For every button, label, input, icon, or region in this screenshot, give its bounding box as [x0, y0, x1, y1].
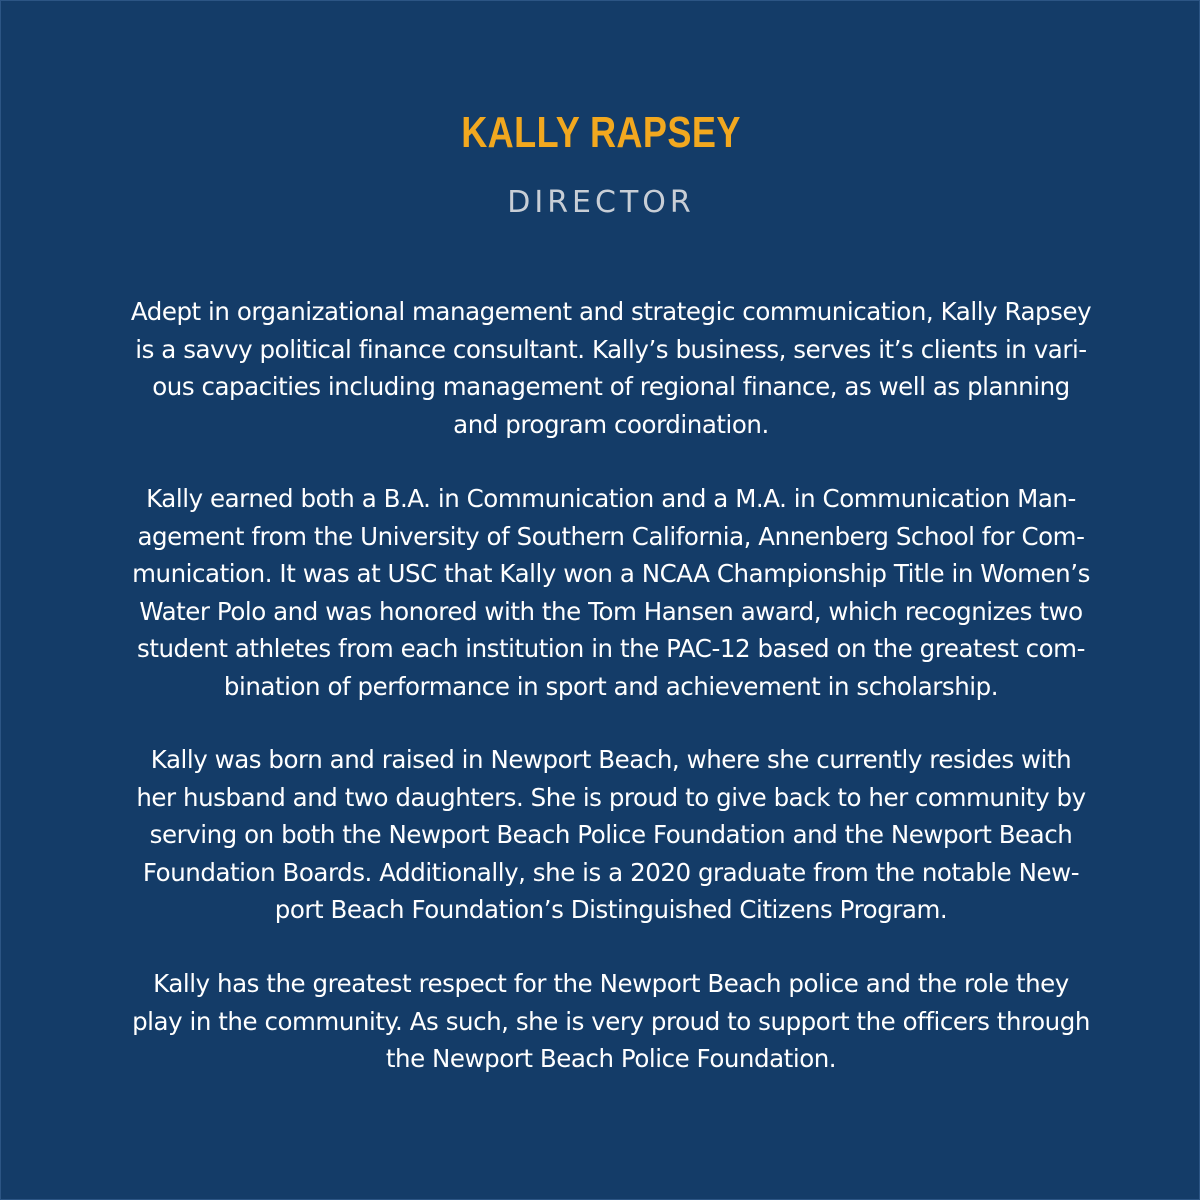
bio-line: munication. It was at USC that Kally won a NCAA Championship Title in Women’s: [132, 559, 1090, 588]
bio-line: the Newport Beach Police Foundation.: [385, 1044, 837, 1073]
bio-line: her husband and two daughters. She is proud to give back to her community by: [136, 782, 1086, 812]
bio-line: Kally has the greatest respect for the Newport Beach police and the role they: [153, 969, 1069, 998]
bio-paragraph: [96, 293, 1126, 443]
bio-line: Foundation Boards. Additionally, she is a 2020 graduate from the notable New-: [142, 857, 1080, 887]
bio-line: Adept in organizational management and strategic communication, Kally Rapsey: [130, 297, 1092, 326]
bio-paragraph: [96, 965, 1126, 1078]
bio-paragraph: [96, 741, 1126, 929]
bio-line: serving on both the Newport Beach Police Foundation and the Newport Beach: [149, 820, 1073, 849]
bio-paragraph: [96, 480, 1126, 705]
bio-line: port Beach Foundation’s Distinguished Citizens Program.: [274, 895, 948, 924]
bio-line: Kally earned both a B.A. in Communication and a M.A. in Communication Man-: [146, 484, 1076, 513]
bio-line: Water Polo and was honored with the Tom Hansen award, which recognizes two: [139, 596, 1083, 626]
bio-line: ous capacities including management of regional finance, as well as planning: [152, 372, 1070, 401]
person-role: DIRECTOR: [507, 185, 695, 220]
bio-line: and program coordination.: [453, 409, 769, 439]
bio-line: bination of performance in sport and achievement in scholarship.: [223, 671, 999, 701]
bio-line: play in the community. As such, she is very proud to support the officers through: [132, 1006, 1090, 1036]
bio-line: agement from the University of Southern California, Annenberg School for Com-: [137, 521, 1085, 551]
person-name: KALLY RAPSEY: [461, 108, 741, 157]
bio-line: Kally was born and raised in Newport Beach, where she currently resides with: [150, 745, 1072, 774]
bio-line: student athletes from each institution in the PAC-12 based on the greatest com-: [137, 634, 1085, 663]
bio-line: is a savvy political finance consultant. Kally’s business, serves it’s clients in vari-: [135, 334, 1087, 364]
